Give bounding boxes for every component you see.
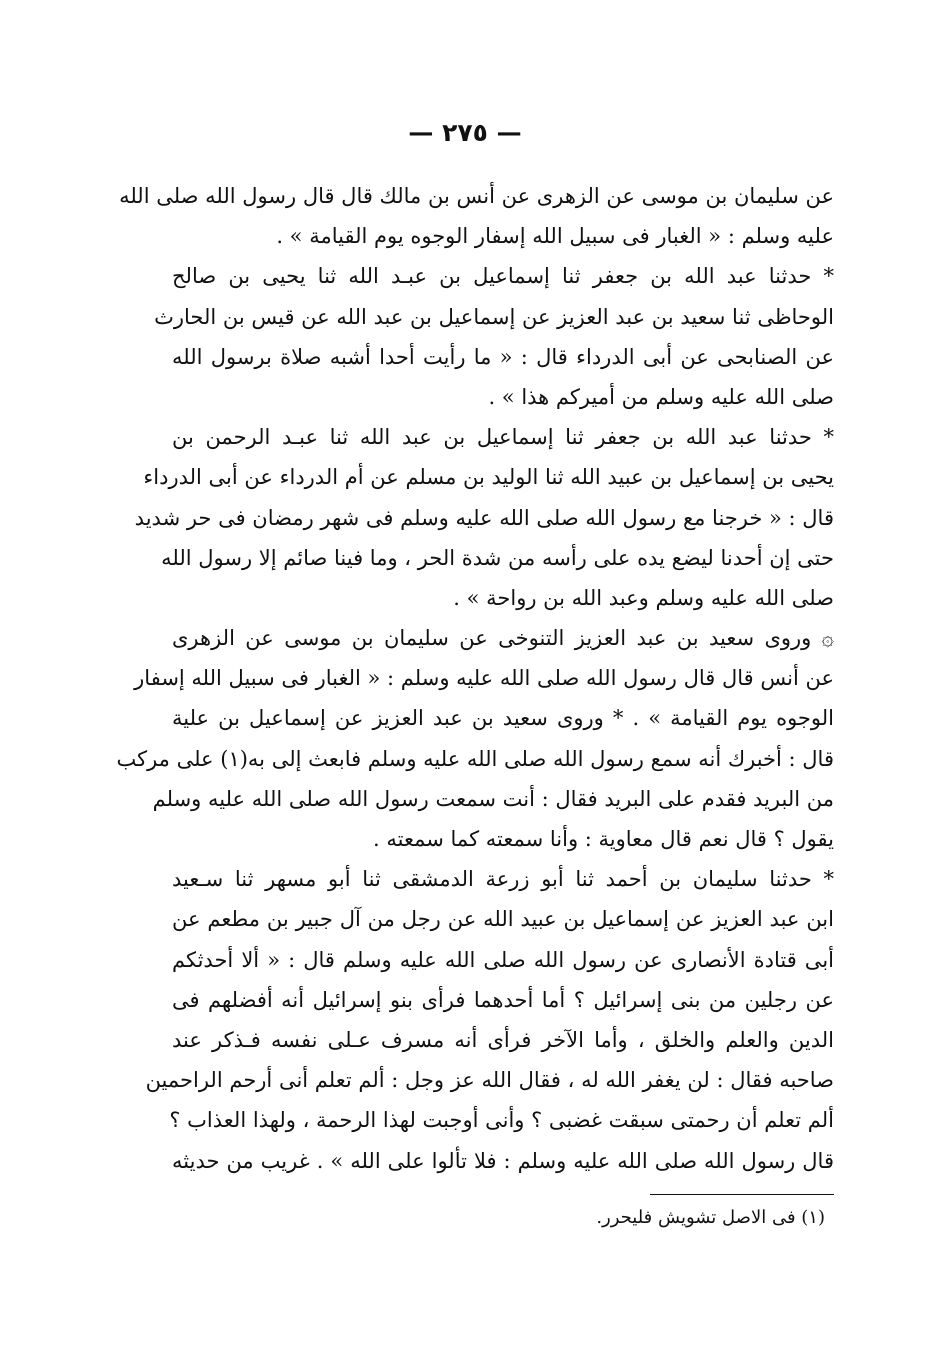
body-text [116,176,834,1181]
text-line: عن رجلين من بنى إسرائيل ؟ أما أحدهما فرأى بنو إسرائيل أنه أفضلهم فى [172,987,834,1012]
text-line: عن أنس قال قال رسول الله صلى الله عليه وسلم : « الغبار فى سبيل الله إسفار [134,666,834,691]
text-line: الدين والعلم والخلق ، وأما الآخر فرأى أنه مسرف عـلى نفسه فـذكر عند [172,1027,834,1052]
text-line: صاحبه فقال : لن يغفر الله له ، فقال الله عز وجل : ألم تعلم أنى أرحم الراحمين [145,1068,834,1093]
text-line: صلى الله عليه وسلم وعبد الله بن رواحة » . [453,585,834,610]
text-line: صلى الله عليه وسلم من أميركم هذا » . [488,384,834,409]
text-line: من البريد فقدم على البريد فقال : أنت سمعت رسول الله صلى الله عليه وسلم [152,786,834,811]
text-line: عن سليمان بن موسى عن الزهرى عن أنس بن مالك قال قال رسول الله صلى الله [119,184,834,208]
text-line: * حدثنا سليمان بن أحمد ثنا أبو زرعة الدمشقى ثنا أبو مسهر ثنا سـعيد [172,867,834,892]
text-line: الوحاظى ثنا سعيد بن عبد العزيز عن إسماعيل بن عبد الله عن قيس بن الحارث [154,304,834,329]
text-line: قال : أخبرك أنه سمع رسول الله صلى الله عليه وسلم فابعث إلى به(١) على مركب [116,746,834,771]
text-line: ابن عبد العزيز عن إسماعيل بن عبيد الله عن رجل من آل جبير بن مطعم عن [172,907,834,932]
text-line: يقول ؟ قال نعم قال معاوية : وأنا سمعته كما سمعته . [373,827,834,851]
text-line: حتى إن أحدنا ليضع يده على رأسه من شدة الحر ، وما فينا صائم إلا رسول الله [161,545,834,570]
text-line: * حدثنا عبد الله بن جعفر ثنا إسماعيل بن عبـد الله ثنا يحيى بن صالح [172,264,834,289]
text-line: عن الصنابحى عن أبى الدرداء قال : « ما رأيت أحدا أشبه صلاة برسول الله [172,344,834,369]
text-line: قال : « خرجنا مع رسول الله صلى الله عليه وسلم فى شهر رمضان فى حر شديد [134,505,834,530]
text-line: قال رسول الله صلى الله عليه وسلم : فلا تألوا على الله » . غريب من حديثه [172,1148,834,1173]
text-line: يحيى بن إسماعيل بن عبيد الله ثنا الوليد بن مسلم عن أم الدرداء عن أبى الدرداء [143,465,834,490]
footnote: (١) فى الاصل تشويش فليحرر. [596,1207,825,1228]
text-line: أبى قتادة الأنصارى عن رسول الله صلى الله عليه وسلم قال : « ألا أحدثكم [172,947,834,972]
page-number: — ٢٧٥ — [408,118,522,147]
text-line: عليه وسلم : « الغبار فى سبيل الله إسفار الوجوه يوم القيامة » . [276,224,834,249]
text-line: ألم تعلم أن رحمتى سبقت غضبى ؟ وأنى أوجبت لهذا الرحمة ، ولهذا العذاب ؟ [169,1108,834,1133]
text-line: ۞ وروى سعيد بن عبد العزيز التنوخى عن سليمان بن موسى عن الزهرى [172,626,834,651]
footnote-divider [650,1194,834,1195]
text-line: الوجوه يوم القيامة » . * وروى سعيد بن عبد العزيز عن إسماعيل بن علية [172,706,834,731]
text-line: * حدثنا عبد الله بن جعفر ثنا إسماعيل بن عبد الله ثنا عبـد الرحمن بن [172,425,834,450]
